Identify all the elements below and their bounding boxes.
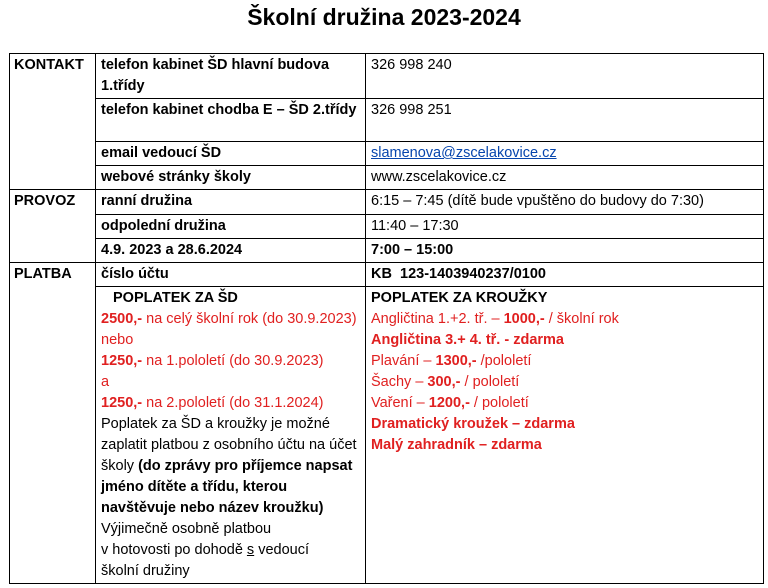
table-row (10, 215, 764, 239)
krouzek-item: Angličtina 3.+ 4. tř. - zdarma (371, 332, 564, 348)
sd-fee-yearly (101, 311, 357, 327)
phone-corridor-label: telefon kabinet chodba E – ŠD 2.třídy (96, 99, 366, 142)
morning-value: 6:15 – 7:45 (dítě bude vpuštěno do budovy do 7:30) (366, 190, 764, 215)
krouzek-period: /pololetí (476, 353, 532, 369)
krouzek-amount: 1200,- (428, 395, 470, 411)
table-row (10, 142, 764, 166)
phone-corridor-value: 326 998 251 (366, 99, 764, 142)
email-link[interactable]: slamenova@zscelakovice.cz (371, 145, 557, 161)
krouzek-name: Angličtina 1.+2. tř. – (371, 311, 504, 327)
afternoon-value: 11:40 – 17:30 (366, 215, 764, 239)
account-label: číslo účtu (96, 263, 366, 287)
krouzek-period: / pololetí (469, 395, 529, 411)
sd-fee-or: nebo (101, 332, 134, 348)
afternoon-label: odpolední družina (96, 215, 366, 239)
krouzek-item (371, 309, 758, 330)
payment-note-text: Poplatek za ŠD a kroužky je možné zaplatit platbou z osobního účtu na účet školy (101, 416, 357, 474)
category-platba: PLATBA (10, 263, 96, 584)
krouzek-name: Vaření – (371, 395, 429, 411)
sd-fee-half1 (101, 351, 360, 372)
phone-main-label: telefon kabinet ŠD hlavní budova 1.třídy (96, 54, 366, 99)
krouzek-name: Plavání – (371, 353, 436, 369)
cash-note-line1: Výjimečně osobně platbou (101, 521, 272, 537)
sd-fee-cell (96, 287, 366, 584)
special-days-label: 4.9. 2023 a 28.6.2024 (96, 239, 366, 263)
payment-note-bold: (do zprávy pro příjemce napsat jméno dítěte a třídu, kterou navštěvuje nebo název kroužku) (101, 458, 353, 516)
cash-note-line2-a: v hotovosti po dohodě (101, 542, 247, 558)
website-label: webové stránky školy (96, 166, 366, 190)
email-label: email vedoucí ŠD (96, 142, 366, 166)
phone-main-value: 326 998 240 (366, 54, 764, 99)
sd-fee-yearly-text: na celý školní rok (do 30.9.2023) (142, 311, 357, 327)
website-cell (366, 166, 764, 190)
krouzek-amount: 1000,- (503, 311, 545, 327)
table-row (10, 287, 764, 584)
krouzek-amount: 300,- (427, 374, 461, 390)
special-days-value: 7:00 – 15:00 (366, 239, 764, 263)
krouzek-item: Malý zahradník – zdarma (371, 437, 542, 453)
cash-note-line2 (101, 540, 360, 561)
table-row (10, 166, 764, 190)
sd-fee-half2 (101, 393, 360, 414)
krouzek-amount: 1300,- (435, 353, 477, 369)
krouzek-item (371, 351, 758, 372)
sd-fee-half1-amount: 1250,- (101, 353, 143, 369)
krouzky-heading: POPLATEK ZA KROUŽKY (371, 290, 548, 306)
category-provoz: PROVOZ (10, 190, 96, 263)
sd-fee-half2-amount: 1250,- (101, 395, 143, 411)
morning-label: ranní družina (96, 190, 366, 215)
table-row (10, 239, 764, 263)
sd-fee-and: a (101, 374, 110, 390)
payment-note (101, 414, 360, 519)
krouzek-name: Šachy – (371, 374, 428, 390)
cash-note-line3: školní družiny (101, 563, 190, 579)
sd-fee-half2-text: na 2.pololetí (do 31.1.2024) (142, 395, 324, 411)
krouzek-item (371, 372, 758, 393)
krouzek-item (371, 393, 758, 414)
page-title: Školní družina 2023-2024 (247, 4, 521, 30)
krouzek-period: / pololetí (460, 374, 520, 390)
sd-fee-half1-text: na 1.pololetí (do 30.9.2023) (142, 353, 324, 369)
cash-note-line2-b: vedoucí (254, 542, 309, 558)
krouzky-fee-cell (366, 287, 764, 584)
sd-fee-yearly-amount: 2500,- (101, 311, 143, 327)
email-cell (366, 142, 764, 166)
table-row (10, 263, 764, 287)
account-value: KB 123-1403940237/0100 (366, 263, 764, 287)
website-link[interactable]: www.zscelakovice.cz (371, 169, 507, 185)
info-table (9, 53, 764, 584)
krouzek-period: / školní rok (544, 311, 619, 327)
table-row (10, 99, 764, 142)
category-kontakt: KONTAKT (10, 54, 96, 190)
cash-note-line2-s: s (246, 542, 255, 558)
sd-fee-heading: POPLATEK ZA ŠD (113, 290, 238, 306)
krouzek-item: Dramatický kroužek – zdarma (371, 416, 575, 432)
table-row (10, 190, 764, 215)
table-row (10, 54, 764, 99)
